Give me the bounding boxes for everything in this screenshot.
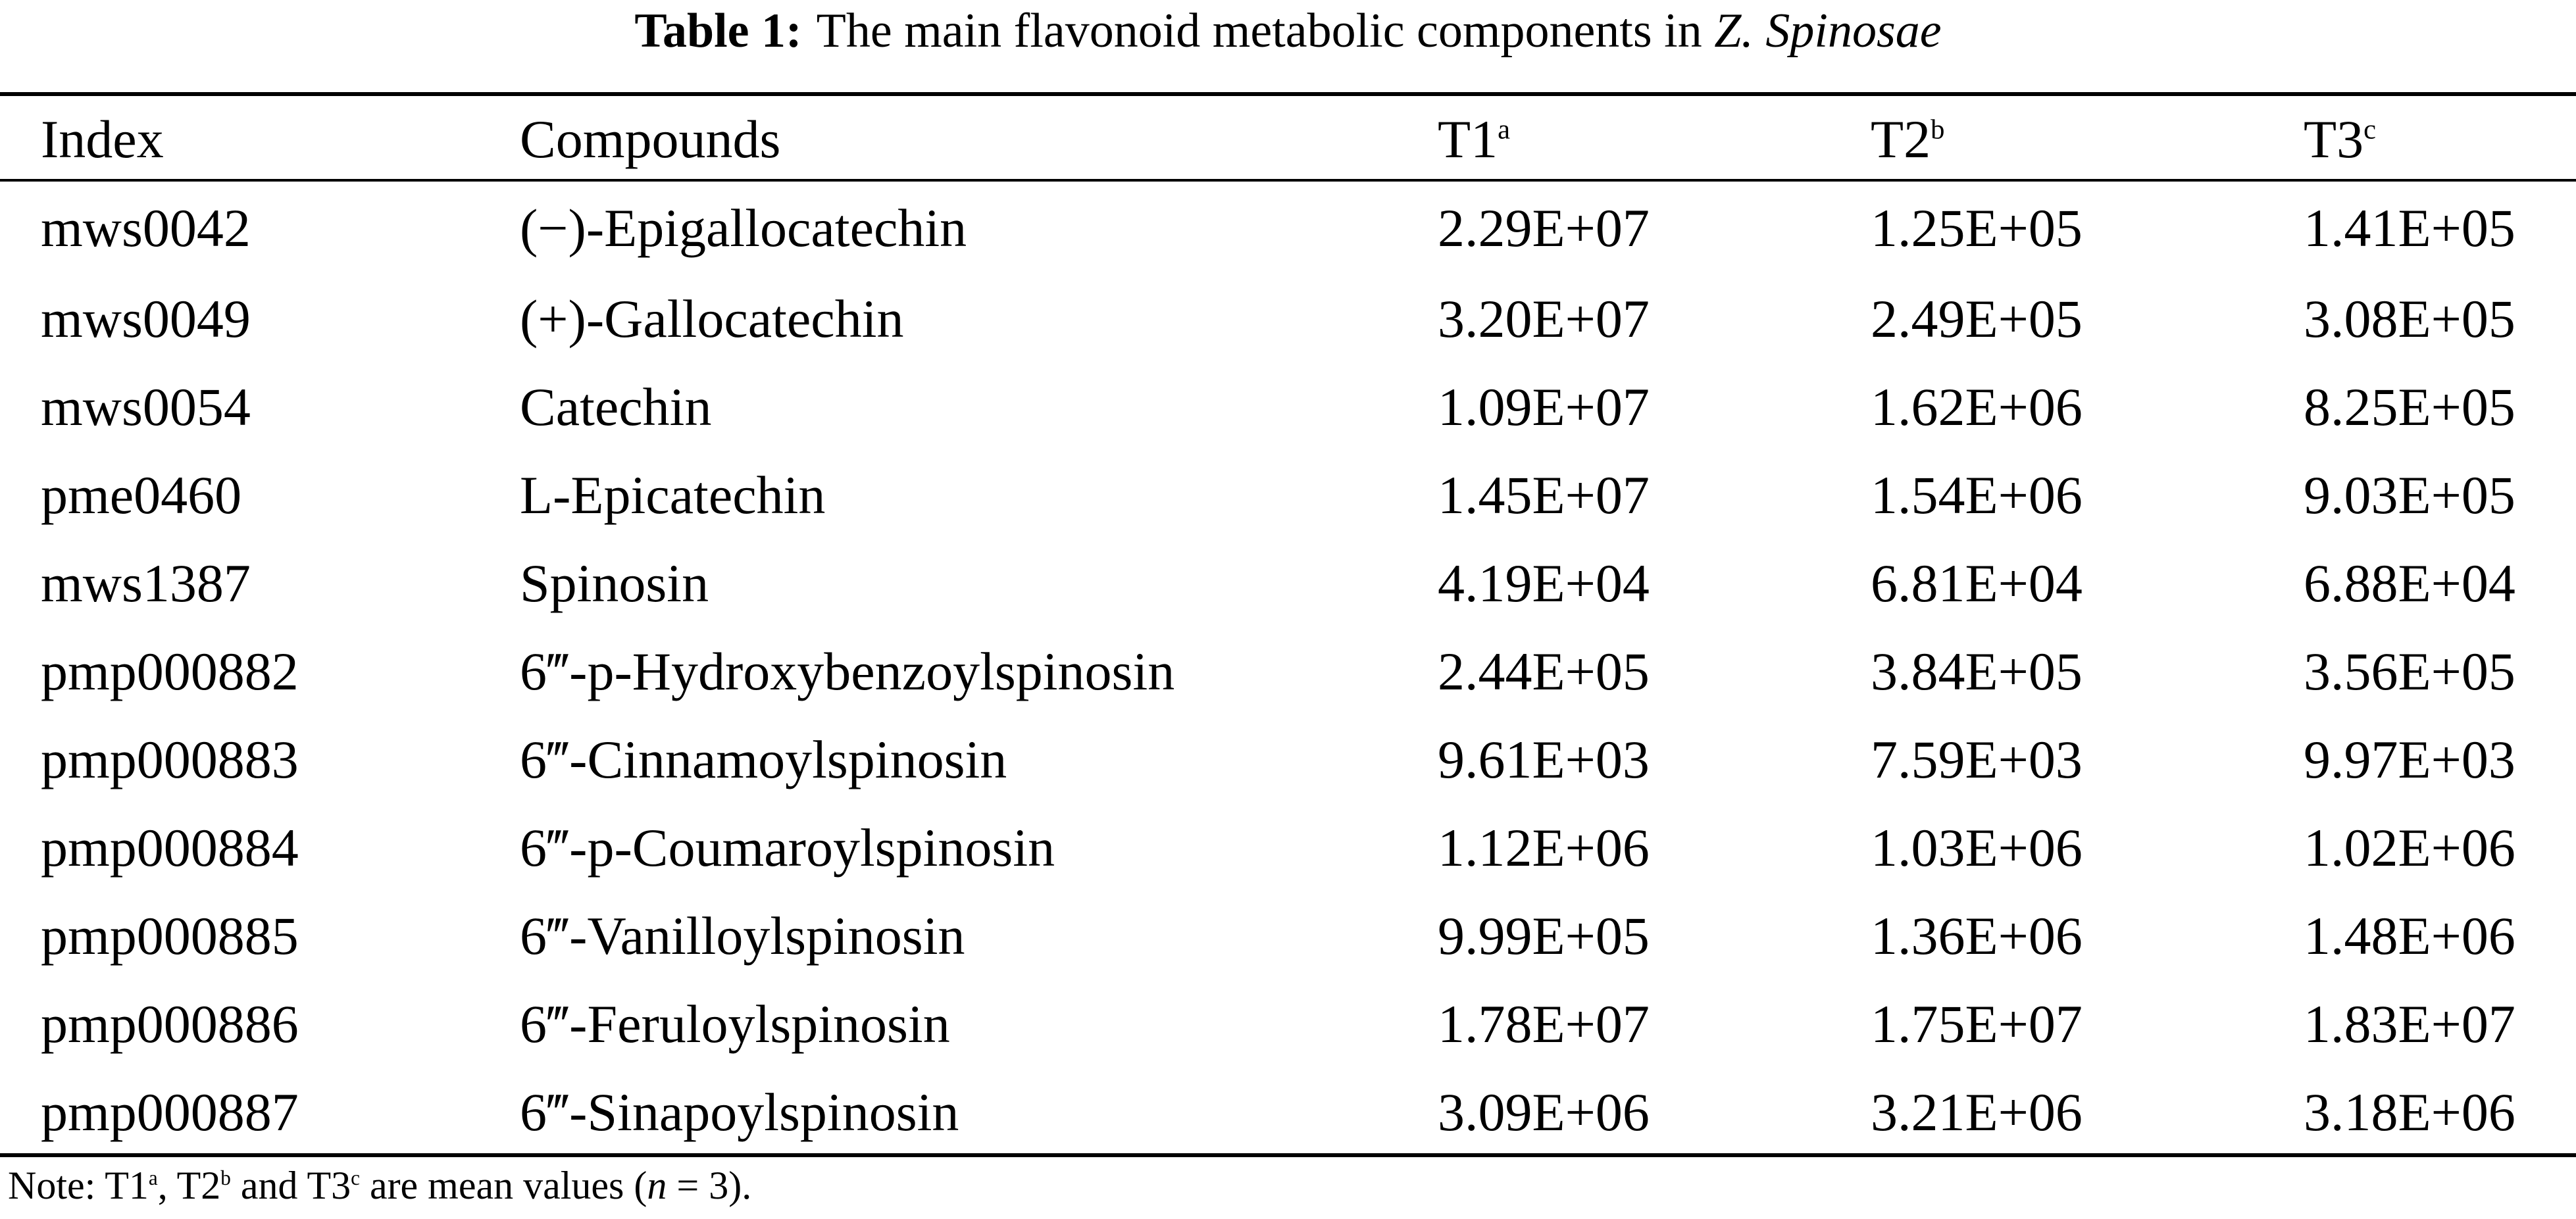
note-superscript-a: a bbox=[148, 1166, 158, 1189]
table-row bbox=[0, 628, 2576, 716]
cell-t3: 8.25E+05 bbox=[2304, 377, 2515, 437]
table-row bbox=[0, 804, 2576, 892]
cell-t3: 9.03E+05 bbox=[2304, 465, 2515, 525]
header-t2: T2$^b$ bbox=[1871, 109, 1945, 169]
header-t3-superscript: c bbox=[2363, 114, 2377, 145]
cell-compound: 6‴-Sinapoylspinosin bbox=[520, 1082, 959, 1142]
note-superscript-b: b bbox=[220, 1166, 231, 1189]
cell-t2: 6.81E+04 bbox=[1871, 553, 2083, 613]
cell-t3: 9.97E+03 bbox=[2304, 730, 2515, 789]
cell-t1: 1.78E+07 bbox=[1438, 994, 1650, 1054]
cell-t2: 1.54E+06 bbox=[1871, 465, 2083, 525]
cell-compound: Catechin bbox=[520, 377, 712, 437]
cell-compound: 6‴-Feruloylspinosin bbox=[520, 994, 950, 1054]
cell-t3: 3.18E+06 bbox=[2304, 1082, 2515, 1142]
table-caption-label: Table 1: bbox=[634, 4, 802, 58]
table-row bbox=[0, 892, 2576, 980]
table-row bbox=[0, 179, 2576, 275]
table-header-row bbox=[0, 100, 2576, 179]
table-row bbox=[0, 451, 2576, 539]
header-index: Index bbox=[41, 109, 164, 169]
cell-t2: 7.59E+03 bbox=[1871, 730, 2083, 789]
cell-t2: 1.03E+06 bbox=[1871, 818, 2083, 878]
cell-t1: 3.20E+07 bbox=[1438, 289, 1650, 349]
cell-t2: 1.62E+06 bbox=[1871, 377, 2083, 437]
cell-t3: 3.56E+05 bbox=[2304, 641, 2515, 701]
table-row bbox=[0, 275, 2576, 363]
cell-t1: 9.99E+05 bbox=[1438, 906, 1650, 966]
cell-compound: 6‴-p-Hydroxybenzoylspinosin bbox=[520, 641, 1175, 701]
cell-t2: 3.21E+06 bbox=[1871, 1082, 2083, 1142]
header-t2-superscript: b bbox=[1931, 114, 1945, 145]
cell-t1: 1.12E+06 bbox=[1438, 818, 1650, 878]
header-t1: T1$^a$ bbox=[1438, 109, 1511, 169]
cell-t3: 1.02E+06 bbox=[2304, 818, 2515, 878]
cell-t2: 1.75E+07 bbox=[1871, 994, 2083, 1054]
table-top-rule bbox=[0, 92, 2576, 96]
table-caption bbox=[0, 0, 2576, 62]
table-row bbox=[0, 539, 2576, 628]
table-note: Note: T1$^a$, T2$^b$ and T3$^c$ are mean values (n = 3). bbox=[8, 1164, 752, 1207]
cell-index: mws1387 bbox=[41, 553, 251, 613]
cell-index: mws0042 bbox=[41, 198, 251, 258]
cell-t3: 1.41E+05 bbox=[2304, 198, 2515, 258]
cell-t1: 1.09E+07 bbox=[1438, 377, 1650, 437]
table-caption-species: Z. Spinosae bbox=[1714, 4, 1942, 58]
cell-index: pmp000883 bbox=[41, 730, 299, 789]
cell-index: mws0054 bbox=[41, 377, 251, 437]
table-row bbox=[0, 1068, 2576, 1157]
cell-t2: 1.36E+06 bbox=[1871, 906, 2083, 966]
cell-index: pmp000886 bbox=[41, 994, 299, 1054]
cell-t3: 6.88E+04 bbox=[2304, 553, 2515, 613]
cell-index: pmp000885 bbox=[41, 906, 299, 966]
cell-t3: 1.83E+07 bbox=[2304, 994, 2515, 1054]
header-t1-superscript: a bbox=[1498, 114, 1511, 145]
cell-t1: 4.19E+04 bbox=[1438, 553, 1650, 613]
cell-compound: (+)-Gallocatechin bbox=[520, 289, 904, 349]
cell-t1: 1.45E+07 bbox=[1438, 465, 1650, 525]
header-compounds: Compounds bbox=[520, 109, 781, 169]
table-row bbox=[0, 980, 2576, 1068]
cell-index: mws0049 bbox=[41, 289, 251, 349]
cell-compound: L-Epicatechin bbox=[520, 465, 826, 525]
cell-index: pmp000887 bbox=[41, 1082, 299, 1142]
cell-t3: 1.48E+06 bbox=[2304, 906, 2515, 966]
cell-t2: 3.84E+05 bbox=[1871, 641, 2083, 701]
header-t3: T3$^c$ bbox=[2304, 109, 2377, 169]
cell-compound: 6‴-p-Coumaroylspinosin bbox=[520, 818, 1055, 878]
note-n: n bbox=[647, 1164, 667, 1207]
cell-compound: Spinosin bbox=[520, 553, 709, 613]
cell-t1: 2.44E+05 bbox=[1438, 641, 1650, 701]
cell-index: pme0460 bbox=[41, 465, 242, 525]
table-row bbox=[0, 716, 2576, 804]
flavonoid-table bbox=[0, 100, 2576, 1157]
cell-t1: 2.29E+07 bbox=[1438, 198, 1650, 258]
cell-index: pmp000884 bbox=[41, 818, 299, 878]
cell-t1: 9.61E+03 bbox=[1438, 730, 1650, 789]
cell-t1: 3.09E+06 bbox=[1438, 1082, 1650, 1142]
cell-compound: 6‴-Cinnamoylspinosin bbox=[520, 730, 1007, 789]
cell-compound: 6‴-Vanilloylspinosin bbox=[520, 906, 965, 966]
cell-t2: 1.25E+05 bbox=[1871, 198, 2083, 258]
cell-index: pmp000882 bbox=[41, 641, 299, 701]
table-row bbox=[0, 363, 2576, 451]
cell-compound: (−)-Epigallocatechin bbox=[520, 198, 967, 258]
cell-t2: 2.49E+05 bbox=[1871, 289, 2083, 349]
table-caption-text: The main flavonoid metabolic components in bbox=[816, 4, 1702, 58]
note-superscript-c: c bbox=[351, 1166, 360, 1189]
cell-t3: 3.08E+05 bbox=[2304, 289, 2515, 349]
